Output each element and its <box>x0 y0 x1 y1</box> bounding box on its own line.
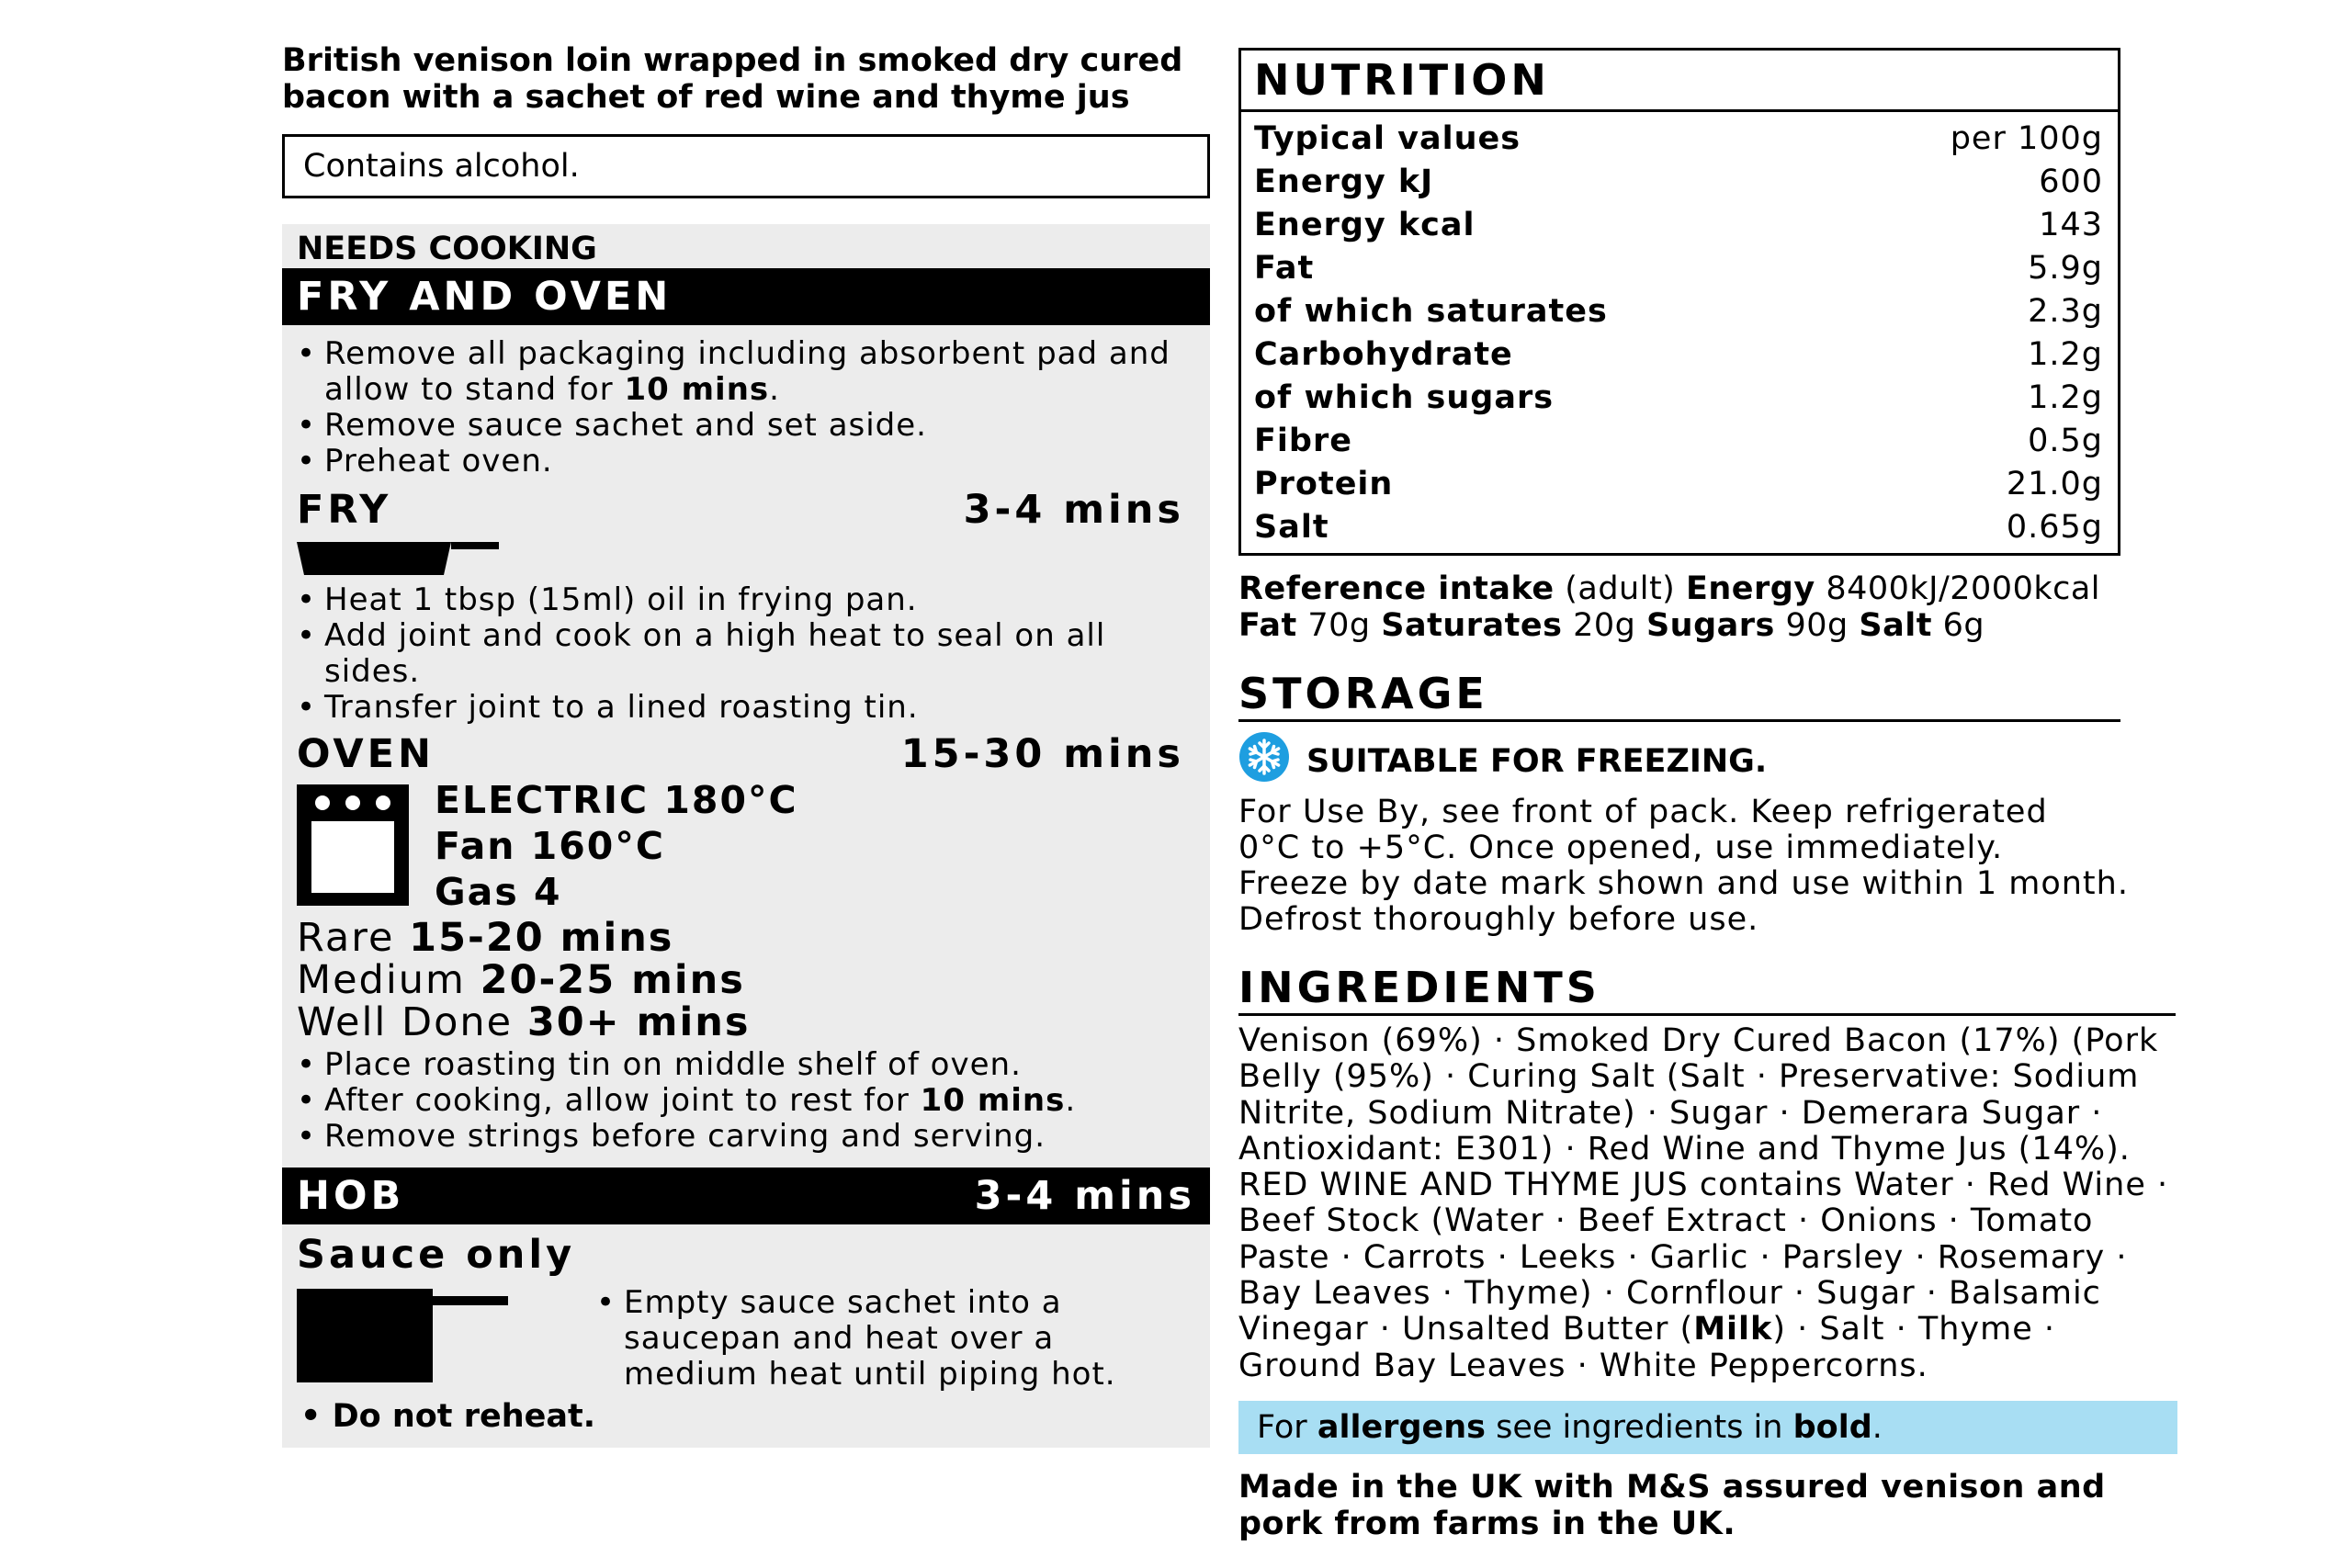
fry-label: FRY <box>297 487 392 533</box>
hob-instructions <box>282 1284 1210 1393</box>
left-column <box>282 42 1210 1448</box>
nutrition-row: Fat 5.9g <box>1254 250 2103 287</box>
nutrition-row: Energy kcal 143 <box>1254 207 2103 243</box>
hob-steps-wrap <box>591 1285 1135 1393</box>
storage-title: STORAGE <box>1238 668 2120 722</box>
nutrition-row: Energy kJ 600 <box>1254 164 2103 200</box>
product-description: British venison loin wrapped in smoked dry cured bacon with a sachet of red wine and thyme jus <box>282 42 1183 116</box>
sauce-only-label: Sauce only <box>297 1232 576 1278</box>
cooking-instructions <box>282 224 1210 1448</box>
oven-temperatures <box>435 777 798 915</box>
doneness-times <box>282 917 1210 1043</box>
oven-temp-gas: Gas 4 <box>435 870 562 914</box>
fry-heading <box>282 487 1210 533</box>
oven-step: • Place roasting tin on middle shelf of oven. <box>282 1047 1195 1083</box>
oven-temp-fan: Fan 160°C <box>435 824 665 868</box>
prep-steps <box>282 325 1210 479</box>
nutrition-row: of which sugars 1.2g <box>1254 379 2103 416</box>
oven-label: OVEN <box>297 731 435 777</box>
fry-time: 3-4 mins <box>963 487 1184 533</box>
prep-step: • Remove all packaging including absorbent pad and allow to stand for 10 mins. <box>282 336 1195 408</box>
hob-title: HOB <box>297 1173 405 1219</box>
doneness-well-done: Well Done 30+ mins <box>297 999 751 1045</box>
nutrition-row: Typical values per 100g <box>1254 120 2103 157</box>
saucepan-icon <box>297 1287 508 1384</box>
doneness-rare: Rare 15-20 mins <box>297 915 674 961</box>
prep-step: • Remove sauce sachet and set aside. <box>282 408 1195 444</box>
fry-step: • Transfer joint to a lined roasting tin. <box>282 690 1195 726</box>
frying-pan-icon <box>297 540 1210 577</box>
oven-step: • Remove strings before carving and serving. <box>282 1119 1195 1155</box>
hob-time: 3-4 mins <box>974 1173 1195 1219</box>
allergen-milk: Milk <box>1693 1311 1773 1348</box>
nutrition-rows <box>1241 112 2118 553</box>
fry-step: • Heat 1 tbsp (15ml) oil in frying pan. <box>282 582 1195 618</box>
nutrition-table <box>1238 48 2120 556</box>
needs-cooking-label: NEEDS COOKING <box>297 231 597 267</box>
right-column <box>1238 48 2185 1542</box>
freezing-label: SUITABLE FOR FREEZING. <box>1306 742 1768 780</box>
nutrition-title: NUTRITION <box>1241 51 2118 112</box>
ingredients-title: INGREDIENTS <box>1238 962 2176 1016</box>
oven-temp-electric: ELECTRIC 180°C <box>435 778 798 822</box>
prep-step: • Preheat oven. <box>282 444 1195 479</box>
ingredients-list: Venison (69%) · Smoked Dry Cured Bacon (17%) (Pork Belly (95%) · Curing Salt (Salt · Preservative: Sodium Nitrite, Sodium Nitrate) · Sugar · Demerara Sugar · Antioxidant: E301) · Red Wine and Thyme Jus (14%). RED WINE AND THYME JUS contains Water · Red Wine · Beef Stock (Water · Beef Extract · Onions · Tomato Paste · Carrots · Leeks · Garlic · Parsley · Rosemary · Bay Leaves · Thyme) · Cornflour · Sugar · Balsamic Vinegar · Unsalted Butter (Milk) · Salt · Thyme · Ground Bay Leaves · White Peppercorns. <box>1238 1022 2169 1384</box>
origin-statement: Made in the UK with M&S assured venison and pork from farms in the UK. <box>1238 1468 2106 1542</box>
freezing-notice <box>1238 731 2185 791</box>
nutrition-row: Carbohydrate 1.2g <box>1254 336 2103 373</box>
reference-intake: Reference intake (adult) Energy 8400kJ/2000kcal Fat 70g Saturates 20g Sugars 90g Salt 6g <box>1238 570 2101 644</box>
nutrition-row: Salt 0.65g <box>1254 509 2103 546</box>
oven-settings <box>282 777 1210 915</box>
hob-steps <box>591 1285 1135 1393</box>
oven-icon <box>297 784 409 906</box>
oven-steps <box>282 1047 1210 1155</box>
hob-header <box>282 1168 1210 1224</box>
snowflake-icon <box>1238 731 1306 791</box>
oven-time: 15-30 mins <box>900 731 1184 777</box>
doneness-medium: Medium 20-25 mins <box>297 957 745 1003</box>
nutrition-row: Protein 21.0g <box>1254 466 2103 502</box>
hob-step: • Empty sauce sachet into a saucepan and heat over a medium heat until piping hot. <box>591 1285 1120 1393</box>
oven-step: • After cooking, allow joint to rest for 10 mins. <box>282 1083 1195 1119</box>
nutrition-row: of which saturates 2.3g <box>1254 293 2103 330</box>
storage-text: For Use By, see front of pack. Keep refrigerated 0°C to +5°C. Once opened, use immediately. Freeze by date mark shown and use within 1 month. Defrost thoroughly before use. <box>1238 794 2129 938</box>
oven-heading <box>282 731 1210 777</box>
fry-and-oven-header <box>282 268 1210 325</box>
allergen-advice: For allergens see ingredients in bold. <box>1238 1401 2177 1454</box>
alcohol-notice: Contains alcohol. <box>282 134 1210 198</box>
fry-step: • Add joint and cook on a high heat to seal on all sides. <box>282 618 1195 690</box>
fry-steps <box>282 582 1210 726</box>
nutrition-row: Fibre 0.5g <box>1254 423 2103 459</box>
fry-and-oven-title: FRY AND OVEN <box>297 274 673 320</box>
no-reheat-warning: • Do not reheat. <box>282 1398 1210 1435</box>
